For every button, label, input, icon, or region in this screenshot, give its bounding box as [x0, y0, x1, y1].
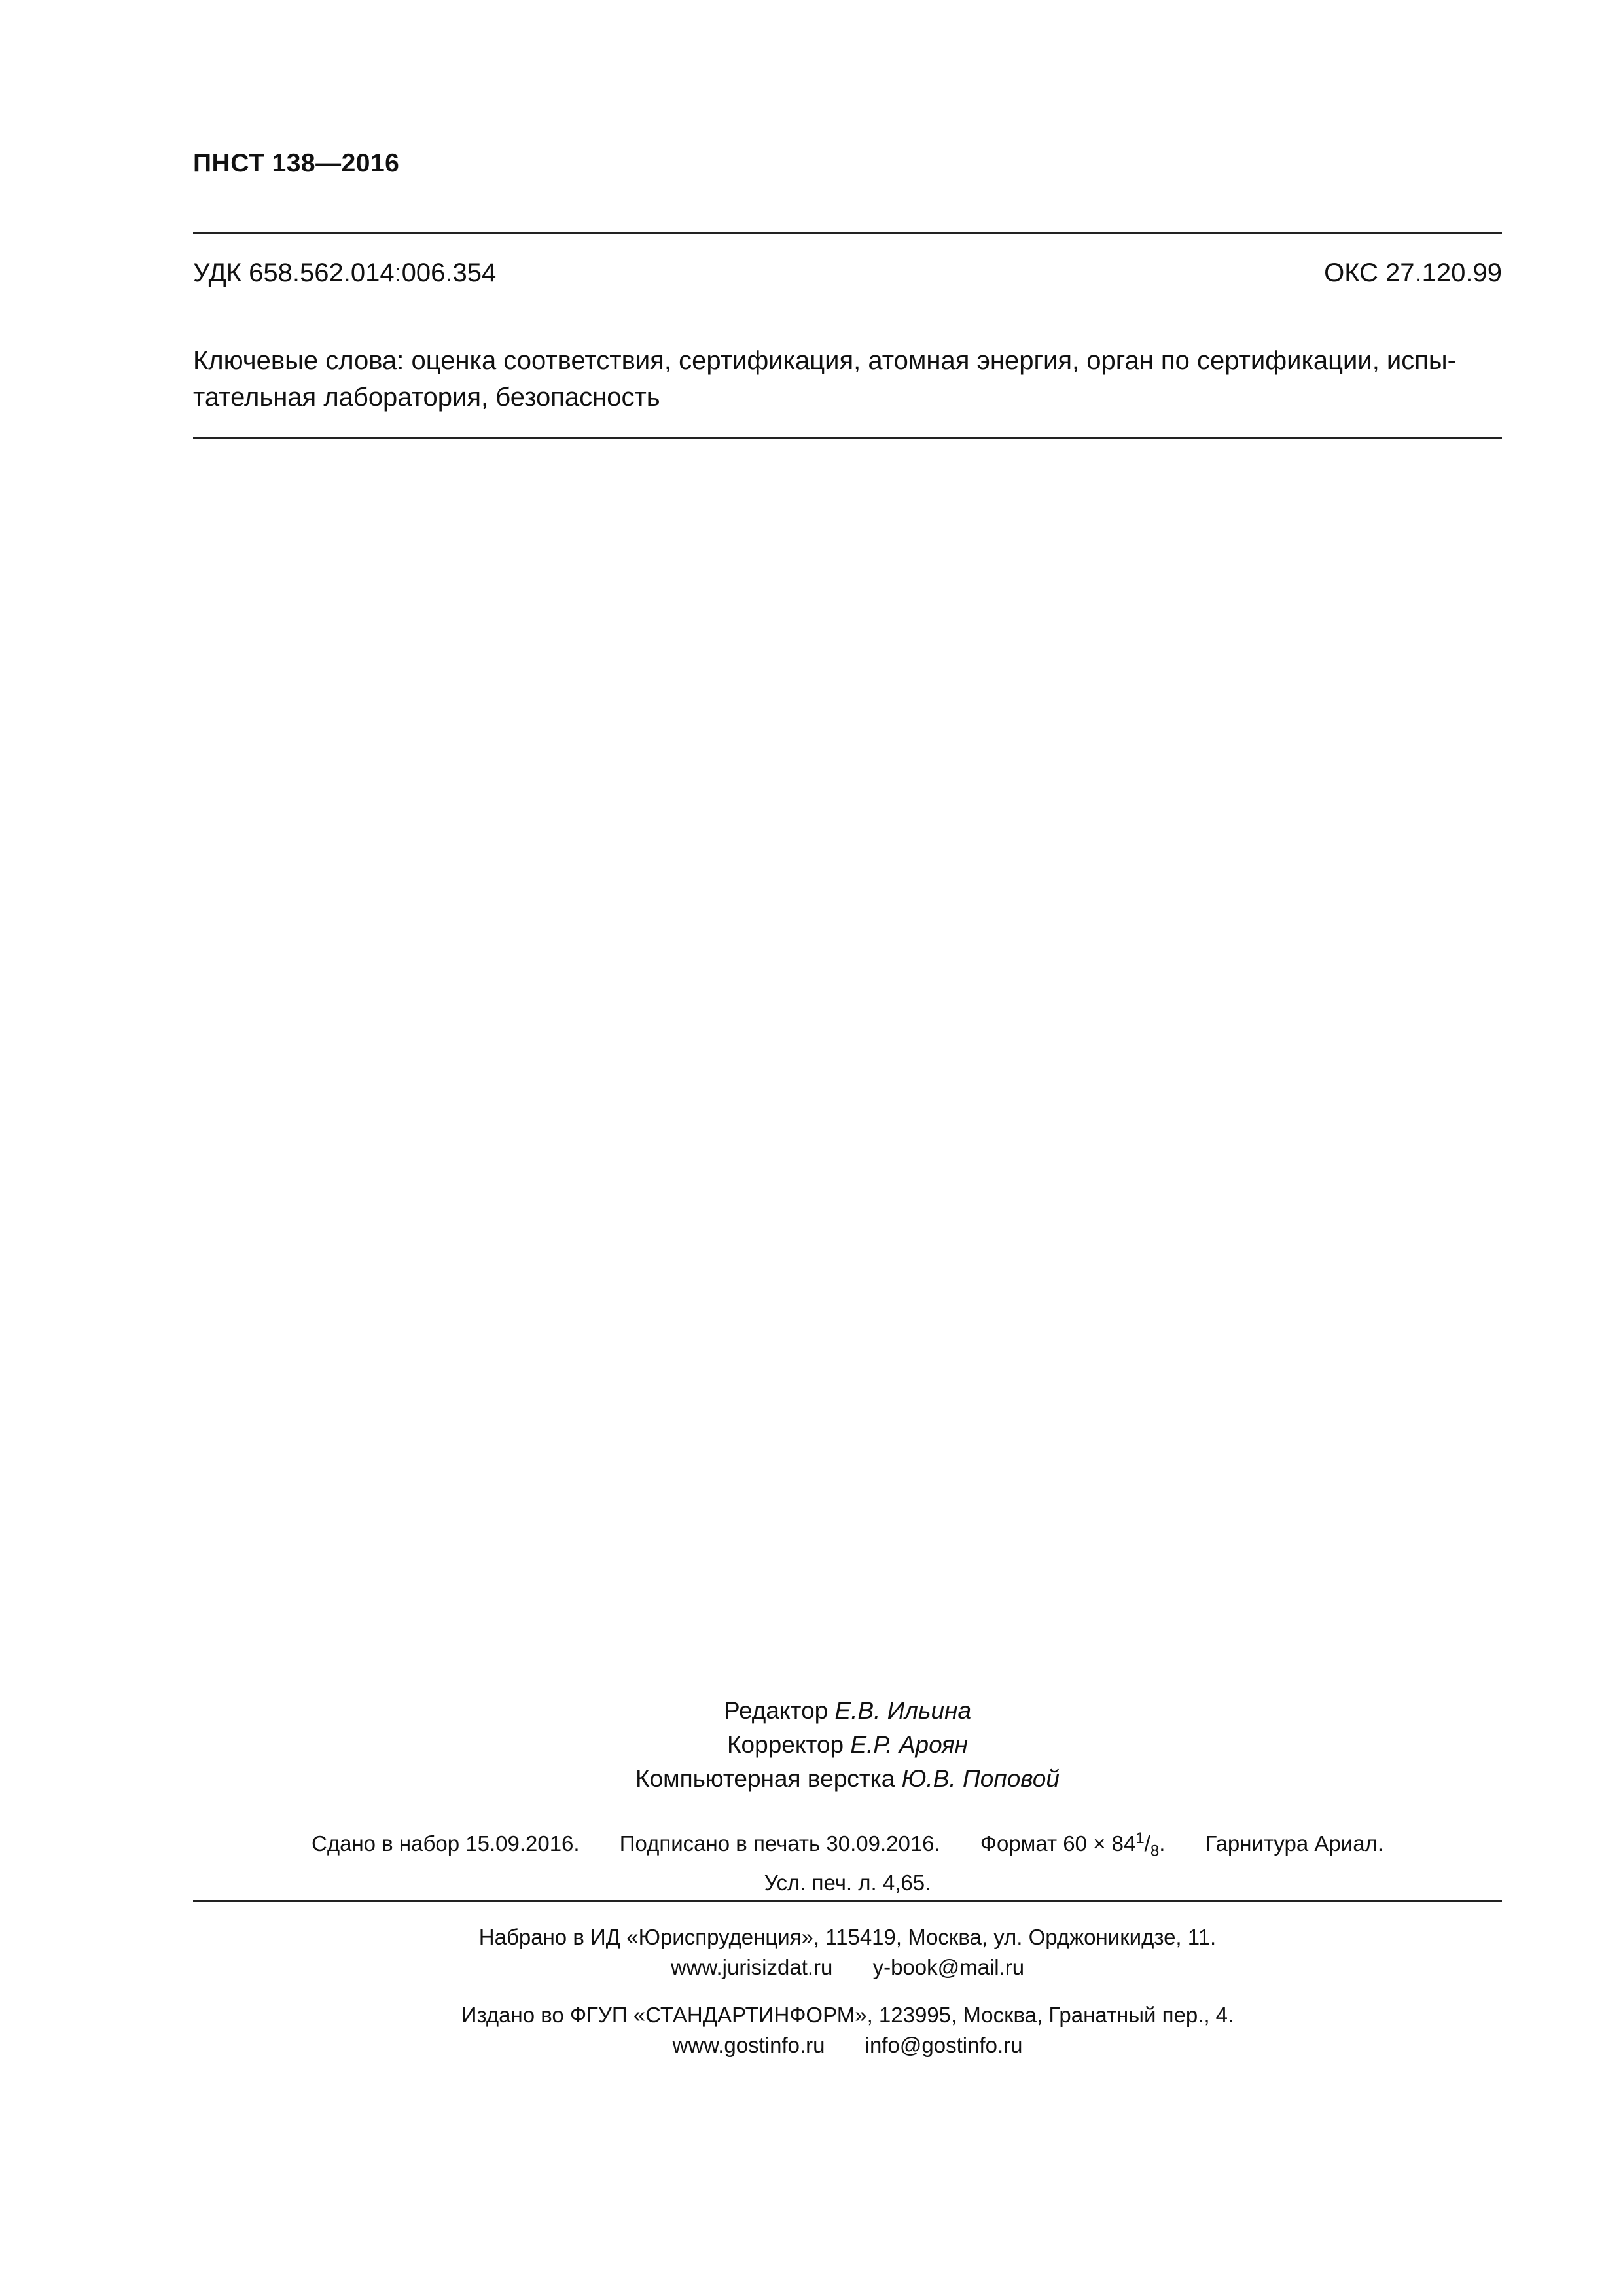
- submitted-date: Сдано в набор 15.09.2016.: [312, 1831, 580, 1856]
- layout-name: Ю.В. Поповой: [901, 1765, 1060, 1792]
- publisher-contacts: [193, 2030, 1502, 2060]
- credits: [193, 1694, 1502, 1796]
- editor-line: [193, 1694, 1502, 1728]
- typeset-text: Набрано в ИД «Юриспруденция», 115419, Москва, ул. Орджоникидзе, 11.: [478, 1925, 1217, 1949]
- editor-label: Редактор: [723, 1697, 829, 1724]
- keywords: [193, 342, 1502, 416]
- keywords-rule: [193, 437, 1502, 439]
- paper-format: Формат $60 \times 84^1/_8$.: [980, 1829, 1166, 1860]
- top-rule: [193, 232, 1502, 234]
- typeset-website: www.jurisizdat.ru: [670, 1955, 833, 1979]
- editor-name: Е.В. Ильина: [834, 1697, 972, 1724]
- corrector-line: [193, 1728, 1502, 1762]
- print-info-row: [193, 1823, 1502, 1867]
- publisher-text: Издано во ФГУП «СТАНДАРТИНФОРМ», 123995, Москва, Гранатный пер., 4.: [461, 2003, 1234, 2027]
- signed-date: Подписано в печать 30.09.2016.: [619, 1831, 940, 1856]
- publisher-website: www.gostinfo.ru: [672, 2033, 825, 2057]
- keywords-line-2: тательная лаборатория, безопасность: [193, 383, 660, 412]
- layout-line: [193, 1762, 1502, 1796]
- imprint-rule: [193, 1900, 1502, 1902]
- keywords-line-1: Ключевые слова: оценка соответствия, сертификация, атомная энергия, орган по сертификации, испы-: [193, 346, 1456, 375]
- oks-code: ОКС 27.120.99: [1324, 259, 1502, 287]
- corrector-name: Е.Р. Ароян: [850, 1731, 969, 1758]
- typeface: Гарнитура Ариал.: [1205, 1831, 1383, 1856]
- typeset-email: y-book@mail.ru: [872, 1955, 1025, 1979]
- publisher-block: [193, 2000, 1502, 2060]
- corrector-label: Корректор: [726, 1731, 844, 1758]
- print-info: [193, 1823, 1502, 1899]
- publisher-email: info@gostinfo.ru: [865, 2033, 1023, 2057]
- standard-code: ПНСТ 138—2016: [193, 149, 400, 177]
- udc-code: УДК 658.562.014:006.354: [193, 259, 497, 287]
- printed-sheets: Усл. печ. л. 4,65.: [764, 1870, 931, 1895]
- typeset-block: [193, 1922, 1502, 1982]
- typeset-contacts: [193, 1952, 1502, 1982]
- layout-label: Компьютерная верстка: [635, 1765, 895, 1792]
